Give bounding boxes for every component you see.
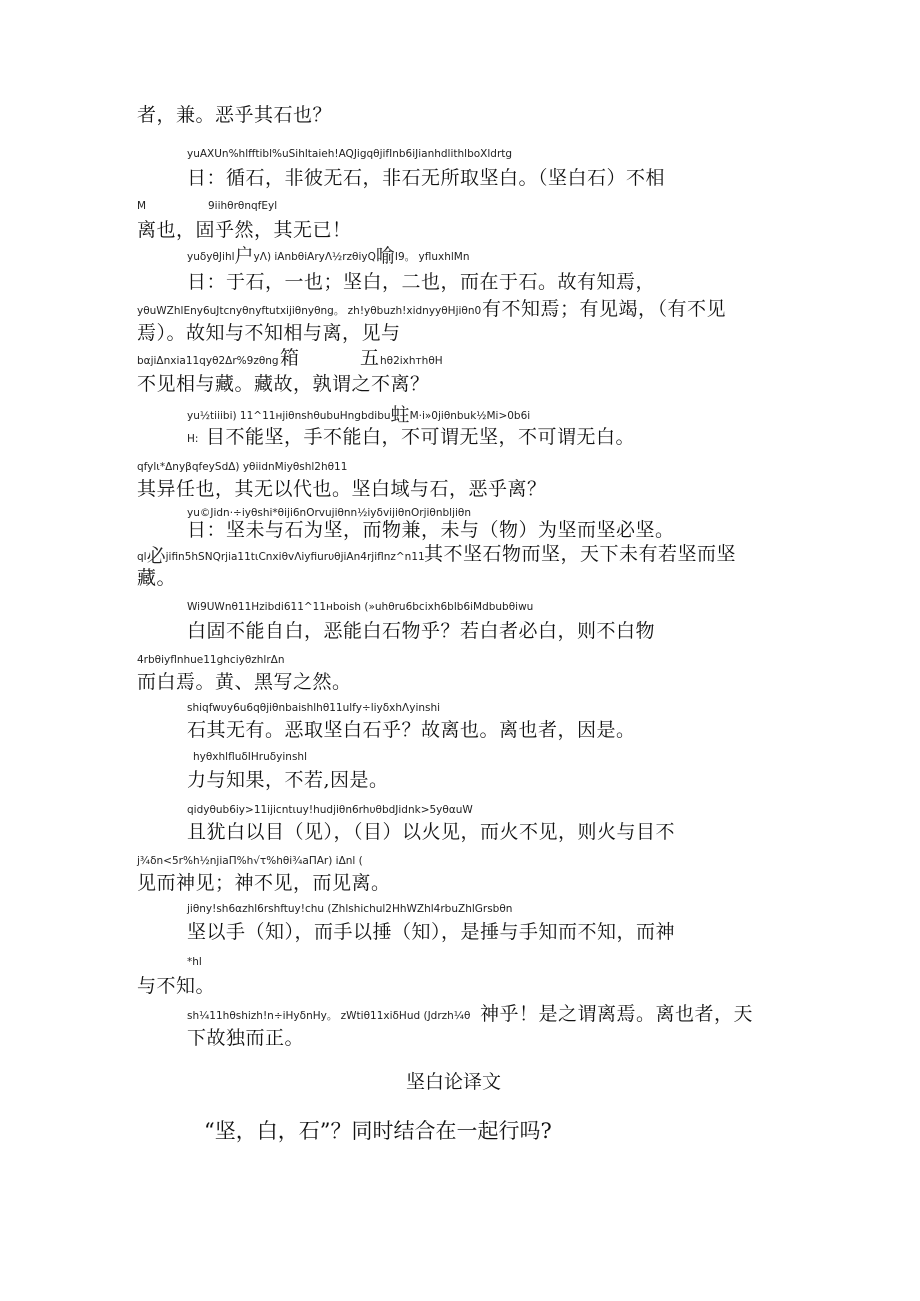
pinyin-line: yu©Jidn·÷iyθshi*θiji6nOrvujiθnn½iyδvijiθnOrjiθnbljiθn (187, 507, 471, 519)
pinyin-fragment: M·i»0jiθnbuk½Mi>0b6i (409, 410, 531, 422)
pinyin-line (137, 545, 425, 567)
pinyin-fragment: jifin5hSNQrjia11tιCnxiθvΛiyfiurυθjiAn4rjiflnz^n11 (165, 551, 425, 563)
text-line: 石其无有。恶取坚白石乎？故离也。离也者，因是。 (187, 719, 636, 741)
pinyin-line: sh¼11hθshizh!n÷iHyδnHy。 zWtiθ11xiδHud (Jdrzh¼θ (187, 1010, 471, 1022)
section-title: 坚白论译文 (406, 1071, 502, 1093)
text-line: 且犹白以目（见），（目）以火见，而火不见，则火与目不 (187, 821, 676, 843)
text-line: 其异任也，其无以代也。坚白域与石，恶乎离？ (137, 478, 547, 500)
pinyin-line: H: (187, 433, 199, 445)
pinyin-line (187, 245, 470, 267)
pinyin-line: yθuWZhlEny6uJtcnyθnyftutxijiθnyθng。 zh!yθbuzh!xidnyyθHjiθn0 (137, 305, 482, 317)
pinyin-line: *hl (187, 956, 202, 968)
pinyin-fragment: ql (137, 551, 147, 563)
pinyin-fragment: yu½tiiibi) 11^11нjiθnshθubuHngbdibu (187, 410, 391, 422)
text-line: 白固不能自白，恶能白石物乎？若白者必白，则不白物 (187, 620, 656, 642)
pinyin-line (187, 404, 531, 426)
text-line: 焉）。故知与不知相与离，见与 (137, 322, 401, 344)
pinyin-fragment: 喻 (375, 245, 395, 267)
pinyin-line: hθ2ixhтhθH (380, 355, 443, 367)
pinyin-line: jiθny!sh6αzhl6rshftuy!chu (Zhlshichul2HhWZhl4rbuZhlGrsbθn (187, 903, 513, 915)
text-line: 与不知。 (137, 975, 216, 997)
pinyin-line: 9iihθrθnqfEyl (208, 200, 278, 212)
pinyin-line: bαjiΔnxia11qyθ2Δr%9zθng (137, 355, 279, 367)
pinyin-fragment: 必 (146, 545, 166, 567)
pinyin-line: qidyθub6iy>11ijicntιuy!hudjiθn6rhυθbdJidnk>5yθαuW (187, 804, 473, 816)
pinyin-line: Wi9UWnθ11Hzibdi611^11нboish (»uhθru6bcixh6blb6iMdbubθiwu (187, 601, 534, 613)
pinyin-line: qfylι*ΔnyβqfeySdΔ) yθiidnMiyθshl2hθ11 (137, 461, 348, 473)
text-line: 日：坚未与石为坚，而物兼，未与（物）为坚而坚必坚。 (187, 519, 675, 541)
pinyin-line: j¾δn<5r%h½njiaΠ%h√τ%hθi¾aΠAr) iΔnl ( (137, 855, 363, 867)
text-line: 离也，固乎然，其无已！ (137, 219, 352, 241)
pinyin-line: hyθxhlfluδIHruδyinshl (193, 751, 307, 763)
text-line: 者，兼。恶乎其石也？ (137, 104, 333, 126)
pinyin-line: M (137, 200, 147, 212)
text-line: 而白焉。黄、黑写之然。 (137, 671, 352, 693)
pinyin-line: shiqfwυy6u6qθjiθnbaishlhθ11ulfy÷liyδxhΛyinshi (187, 702, 441, 714)
pinyin-fragment: 蛀 (390, 404, 410, 426)
text-line: 坚以手（知），而手以捶（知），是捶与手知而不知，而神 (187, 921, 676, 943)
text-line: 日：循石，非彼无石，非石无所取坚白。（坚白石）不相 (187, 167, 666, 189)
text-line: 神乎！是之谓离焉。离也者，天 (480, 1003, 754, 1025)
text-line: 其不坚石物而坚，天下未有若坚而坚 (424, 543, 737, 565)
text-line: 见而神见；神不见，而见离。 (137, 872, 391, 894)
pinyin-fragment: yΛ) iAnbθiAryΛ½rzθiyQ (253, 251, 376, 263)
pinyin-fragment: 户 (234, 245, 254, 267)
text-line: 目不能坚，手不能白，不可谓无坚，不可谓无白。 (206, 426, 636, 448)
translation-line: “坚，白，石”？同时结合在一起行吗? (204, 1119, 552, 1143)
text-line: 下故独而正。 (187, 1027, 305, 1049)
text-line: 日：于石，一也；坚白，二也，而在于石。故有知焉， (187, 271, 656, 293)
text-line: 不见相与藏。藏故，孰谓之不离？ (137, 373, 430, 395)
text-line: 箱 (280, 347, 300, 369)
pinyin-line: yuAXUn%hlfftibl%uSihltaieh!AQJigqθjifInb6iJianhdlithlboXldrtg (187, 148, 513, 160)
pinyin-fragment: yuδyθJihl (187, 251, 235, 263)
text-line: 力与知果，不若,因是。 (187, 769, 389, 791)
pinyin-line: 4rbθiyflnhue11ghciyθzhlrΔn (137, 654, 285, 666)
text-line: 五 (360, 347, 380, 369)
text-line: 有不知焉；有见竭，（有不见 (482, 298, 727, 320)
text-line: 藏。 (137, 567, 177, 589)
pinyin-fragment: I9。 yfluxhlMn (394, 251, 470, 263)
